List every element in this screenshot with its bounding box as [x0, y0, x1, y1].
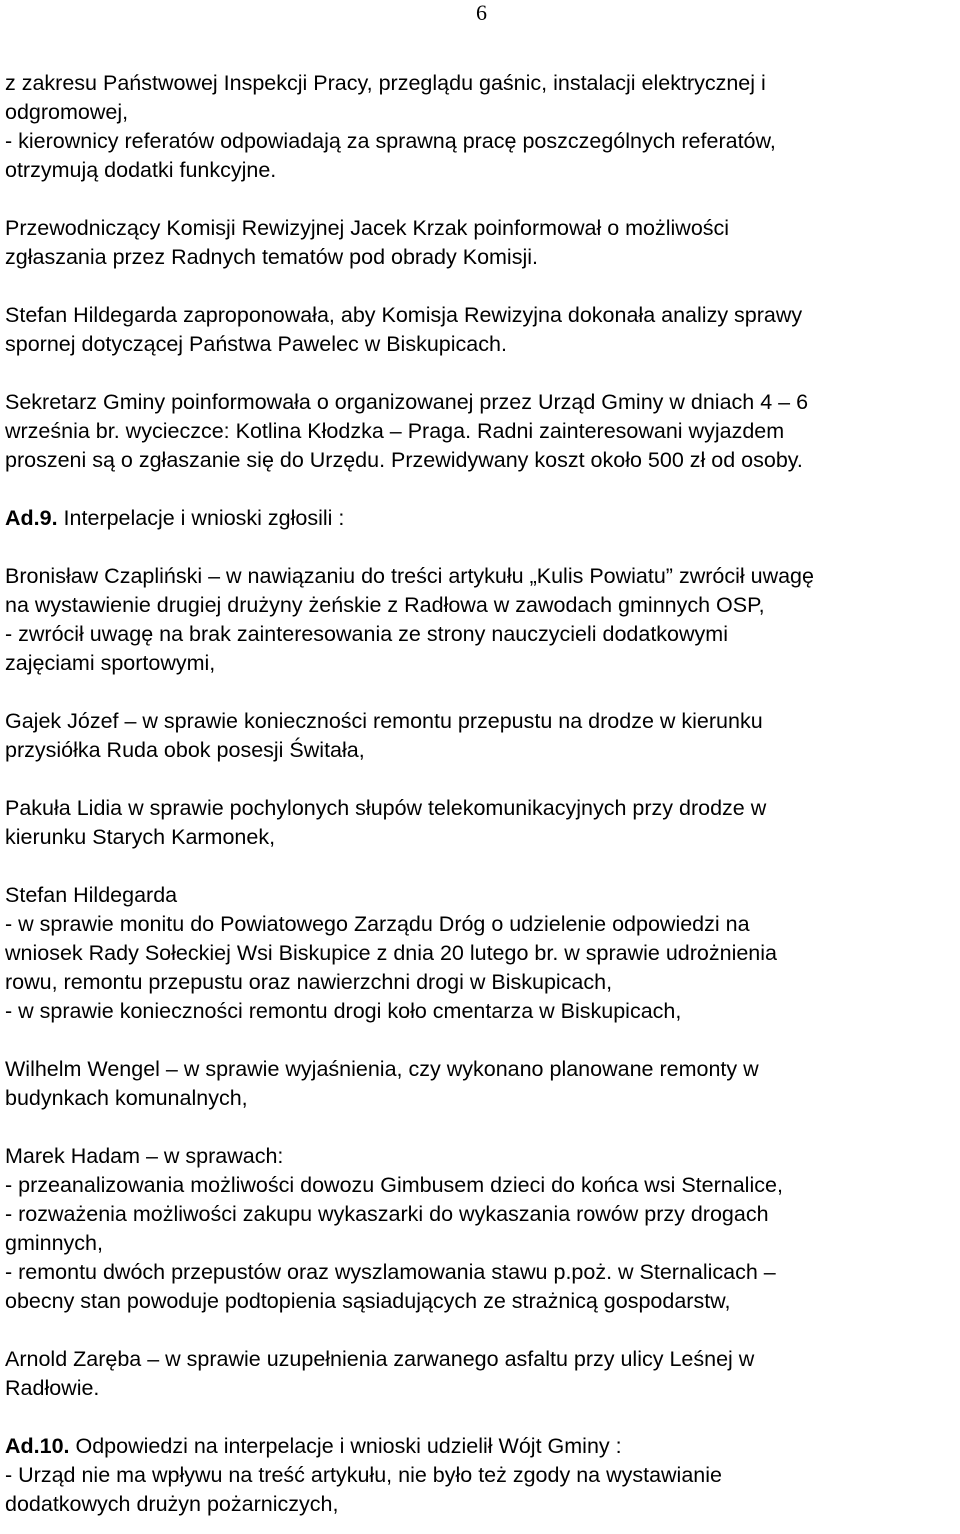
text-line: proszeni są o zgłaszanie się do Urzędu. Przewidywany koszt około 500 zł od osoby.	[5, 448, 803, 472]
text-line: - kierownicy referatów odpowiadają za sprawną pracę poszczególnych referatów,	[5, 129, 776, 153]
text-line: Sekretarz Gminy poinformowała o organizowanej przez Urząd Gminy w dniach 4 – 6	[5, 390, 809, 414]
text-line: - w sprawie konieczności remontu drogi koło cmentarza w Biskupicach,	[5, 999, 682, 1023]
paragraph-pakula	[5, 794, 957, 852]
text-line: września br. wycieczce: Kotlina Kłodzka – Praga. Radni zainteresowani wyjazdem	[5, 419, 785, 443]
text-line: zajęciami sportowymi,	[5, 651, 216, 675]
text-line: odgromowej,	[5, 100, 129, 124]
paragraph-commission-chair	[5, 214, 957, 272]
text-line: na wystawienie drugiej drużyny żeńskie z Radłowa w zawodach gminnych OSP,	[5, 593, 765, 617]
text-line: Wilhelm Wengel – w sprawie wyjaśnienia, czy wykonano planowane remonty w	[5, 1057, 759, 1081]
text-line: - Urząd nie ma wpływu na treść artykułu, nie było też zgody na wystawianie	[5, 1463, 722, 1487]
paragraph-hildegarda	[5, 881, 957, 1026]
text-line: - rozważenia możliwości zakupu wykaszarki do wykaszania rowów przy drogach	[5, 1202, 769, 1226]
section-title: Interpelacje i wnioski zgłosili :	[57, 506, 345, 530]
text-line: otrzymują dodatki funkcyjne.	[5, 158, 277, 182]
text-line: Arnold Zaręba – w sprawie uzupełnienia zarwanego asfaltu przy ulicy Leśnej w	[5, 1347, 755, 1371]
paragraph-wengel	[5, 1055, 957, 1113]
text-line: Marek Hadam – w sprawach:	[5, 1144, 284, 1168]
text-line: - przeanalizowania możliwości dowozu Gimbusem dzieci do końca wsi Sternalice,	[5, 1173, 783, 1197]
text-line: z zakresu Państwowej Inspekcji Pracy, przeglądu gaśnic, instalacji elektrycznej i	[5, 71, 766, 95]
heading-line	[5, 1432, 957, 1461]
paragraph-inspection-duties	[5, 69, 957, 185]
section-title: Odpowiedzi na interpelacje i wnioski udzielił Wójt Gminy :	[69, 1434, 622, 1458]
text-line: gminnych,	[5, 1231, 103, 1255]
heading-line	[5, 504, 957, 533]
paragraph-trip-announcement	[5, 388, 957, 475]
text-line: obecny stan powoduje podtopienia sąsiadujących ze strażnicą gospodarstw,	[5, 1289, 731, 1313]
text-line: zgłaszania przez Radnych tematów pod obrady Komisji.	[5, 245, 538, 269]
text-line: Gajek Józef – w sprawie konieczności remontu przepustu na drodze w kierunku	[5, 709, 763, 733]
text-line: Przewodniczący Komisji Rewizyjnej Jacek Krzak poinformował o możliwości	[5, 216, 730, 240]
text-line: - remontu dwóch przepustów oraz wyszlamowania stawu p.poż. w Sternalicach –	[5, 1260, 776, 1284]
text-line: spornej dotyczącej Państwa Pawelec w Biskupicach.	[5, 332, 507, 356]
text-line: Bronisław Czapliński – w nawiązaniu do treści artykułu „Kulis Powiatu” zwrócił uwagę	[5, 564, 814, 588]
text-line: - zwrócił uwagę na brak zainteresowania ze strony nauczycieli dodatkowymi	[5, 622, 728, 646]
text-line: Stefan Hildegarda zaproponowała, aby Komisja Rewizyjna dokonała analizy sprawy	[5, 303, 803, 327]
text-line: wniosek Rady Sołeckiej Wsi Biskupice z dnia 20 lutego br. w sprawie udrożnienia	[5, 941, 777, 965]
page-number: 6	[476, 0, 487, 25]
section-number: Ad.9.	[5, 506, 58, 530]
text-line: Radłowie.	[5, 1376, 100, 1400]
paragraph-czaplinski	[5, 562, 957, 678]
text-line: budynkach komunalnych,	[5, 1086, 248, 1110]
section-number: Ad.10.	[5, 1434, 70, 1458]
text-line: Stefan Hildegarda	[5, 883, 178, 907]
text-line: rowu, remontu przepustu oraz nawierzchni drogi w Biskupicach,	[5, 970, 613, 994]
text-line: kierunku Starych Karmonek,	[5, 825, 276, 849]
paragraph-gajek	[5, 707, 957, 765]
document-body	[5, 69, 957, 1519]
paragraph-zareba	[5, 1345, 957, 1403]
section-heading-ad9	[5, 504, 957, 533]
text-line: - w sprawie monitu do Powiatowego Zarządu Dróg o udzielenie odpowiedzi na	[5, 912, 750, 936]
section-ad10	[5, 1432, 957, 1519]
text-line: dodatkowych drużyn pożarniczych,	[5, 1492, 339, 1516]
text-line: Pakuła Lidia w sprawie pochylonych słupów telekomunikacyjnych przy drodze w	[5, 796, 767, 820]
text-line: przysiółka Ruda obok posesji Świtała,	[5, 738, 365, 762]
paragraph-hadam	[5, 1142, 957, 1316]
paragraph-proposal	[5, 301, 957, 359]
